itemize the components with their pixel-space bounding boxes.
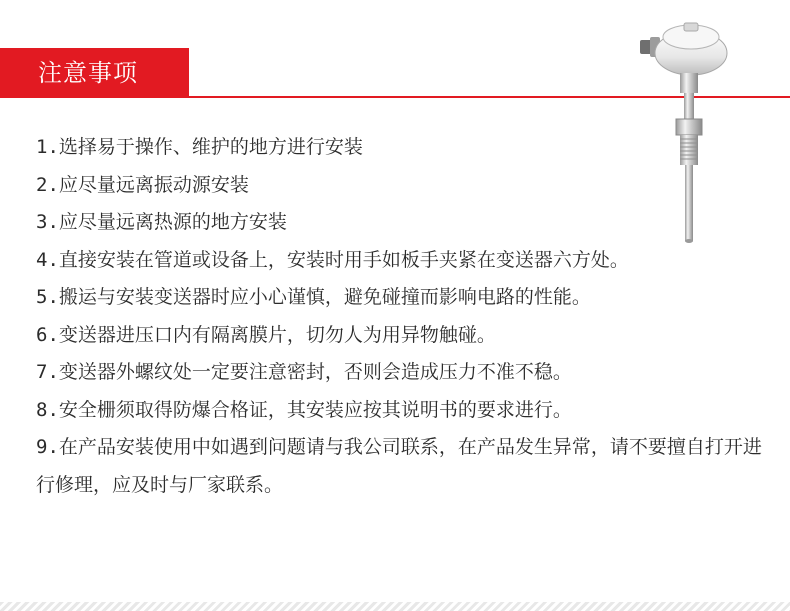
decorative-bottom-border [0, 602, 790, 611]
note-item-2: 2.应尽量远离振动源安装 [36, 173, 249, 196]
section-title: 注意事项 [0, 48, 189, 98]
note-item-6: 6.变送器进压口内有隔离膜片，切勿人为用异物触碰。 [36, 323, 496, 346]
note-item-3: 3.应尽量远离热源的地方安装 [36, 211, 287, 233]
note-item-5: 5.搬运与安装变送器时应小心谨慎，避免碰撞而影响电路的性能。 [36, 286, 591, 308]
note-item-9: 9.在产品安装使用中如遇到问题请与我公司联系，在产品发生异常，请不要擅自打开进行修理，应及时与厂家联系。 [36, 436, 762, 496]
note-item-7: 7.变送器外螺纹处一定要注意密封，否则会造成压力不准不稳。 [36, 361, 572, 383]
note-item-8: 8.安全栅须取得防爆合格证，其安装应按其说明书的要求进行。 [36, 398, 572, 421]
note-item-1: 1.选择易于操作、维护的地方进行安装 [36, 136, 363, 158]
note-item-4: 4.直接安装在管道或设备上，安装时用手如板手夹紧在变送器六方处。 [36, 248, 629, 271]
installation-notes-list [36, 129, 766, 504]
